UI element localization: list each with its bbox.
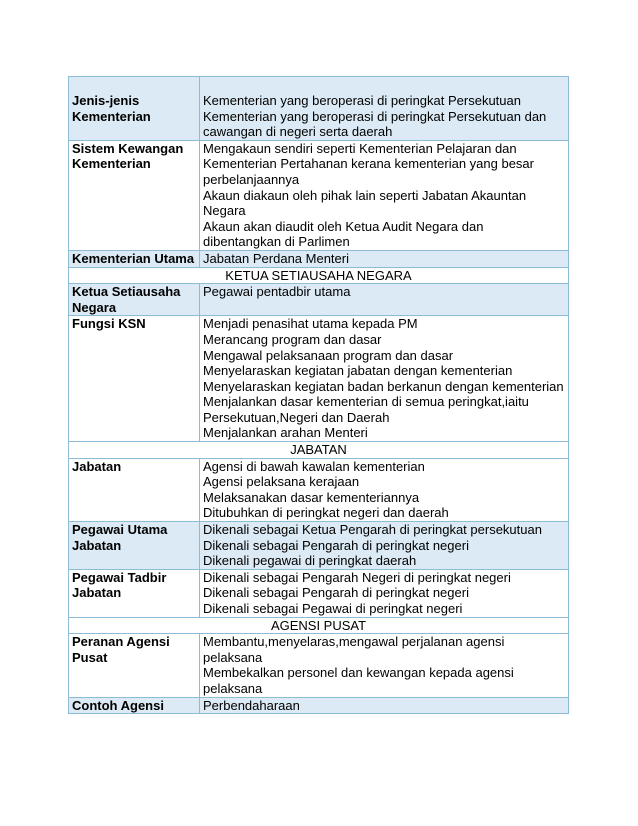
row-content	[200, 458, 569, 521]
table-row	[69, 284, 569, 316]
content-line: Merancang program dan dasar	[203, 331, 382, 347]
row-label: Contoh Agensi	[69, 697, 200, 714]
content-line: Membekalkan personel dan kewangan kepada agensi pelaksana	[203, 665, 514, 696]
table-row	[69, 697, 569, 714]
content-line: Ditubuhkan di peringkat negeri dan daerah	[203, 505, 449, 521]
section-heading: AGENSI PUSAT	[69, 617, 569, 634]
notes-table-body	[69, 77, 569, 714]
content-line: Menyelaraskan kegiatan jabatan dengan kementerian	[203, 363, 513, 379]
notes-table	[68, 76, 569, 714]
content-line: Agensi pelaksana kerajaan	[203, 474, 360, 490]
content-line: Menjadi penasihat utama kepada PM	[203, 316, 418, 332]
content-line: Agensi di bawah kawalan kementerian	[203, 458, 425, 474]
content-line: Mengakaun sendiri seperti Kementerian Pelajaran dan Kementerian Pertahanan kerana kementerian yang besar perbelanjaannya	[203, 140, 534, 187]
row-content	[200, 522, 569, 570]
table-row	[69, 77, 569, 141]
content-line: Dikenali pegawai di peringkat daerah	[203, 553, 417, 569]
row-label: Jenis-jenis Kementerian	[69, 77, 200, 141]
row-label: Jabatan	[69, 458, 200, 521]
row-content	[200, 140, 569, 250]
row-content	[200, 77, 569, 141]
row-content	[200, 316, 569, 442]
content-line: Perbendaharaan	[203, 697, 300, 713]
table-row	[69, 569, 569, 617]
section-heading-row	[69, 442, 569, 459]
content-line: Akaun akan diaudit oleh Ketua Audit Negara dan dibentangkan di Parlimen	[203, 218, 484, 250]
content-line: Dikenali sebagai Pengarah di peringkat negeri	[203, 585, 469, 601]
content-line: Menjalankan arahan Menteri	[203, 425, 368, 441]
row-content	[200, 284, 569, 316]
row-label: Sistem Kewangan Kementerian	[69, 140, 200, 250]
row-label: Kementerian Utama	[69, 250, 200, 267]
content-line: Pegawai pentadbir utama	[203, 284, 351, 300]
section-heading-row	[69, 267, 569, 284]
content-line: Kementerian yang beroperasi di peringkat Persekutuan dan cawangan di negeri serta daerah	[203, 108, 547, 140]
row-label: Ketua Setiausaha Negara	[69, 284, 200, 316]
content-line: Dikenali sebagai Ketua Pengarah di peringkat persekutuan	[203, 522, 542, 538]
content-line: Melaksanakan dasar kementeriannya	[203, 489, 420, 505]
row-label: Peranan Agensi Pusat	[69, 634, 200, 697]
row-content	[200, 634, 569, 697]
table-row	[69, 140, 569, 250]
section-heading: JABATAN	[69, 442, 569, 459]
row-content	[200, 250, 569, 267]
table-row	[69, 634, 569, 697]
table-row	[69, 250, 569, 267]
row-content	[200, 569, 569, 617]
table-row	[69, 458, 569, 521]
section-heading: KETUA SETIAUSAHA NEGARA	[69, 267, 569, 284]
content-line: Mengawal pelaksanaan program dan dasar	[203, 347, 454, 363]
table-row	[69, 316, 569, 442]
content-line: Dikenali sebagai Pengarah Negeri di peringkat negeri	[203, 569, 511, 585]
content-line: Kementerian yang beroperasi di peringkat Persekutuan	[203, 93, 521, 108]
content-line: Menyelaraskan kegiatan badan berkanun dengan kementerian	[203, 378, 564, 394]
section-heading-row	[69, 617, 569, 634]
content-line: Dikenali sebagai Pengarah di peringkat negeri	[203, 537, 469, 553]
table-row	[69, 522, 569, 570]
row-label: Pegawai Utama Jabatan	[69, 522, 200, 570]
content-line: Akaun diakaun oleh pihak lain seperti Jabatan Akauntan Negara	[203, 187, 527, 219]
row-label: Fungsi KSN	[69, 316, 200, 442]
content-line: Dikenali sebagai Pegawai di peringkat negeri	[203, 601, 463, 616]
content-line: Menjalankan dasar kementerian di semua peringkat,iaitu Persekutuan,Negeri dan Daerah	[203, 394, 529, 425]
content-line: Membantu,menyelaras,mengawal perjalanan agensi pelaksana	[203, 634, 505, 665]
content-line: Jabatan Perdana Menteri	[203, 250, 349, 266]
row-content	[200, 697, 569, 714]
row-label: Pegawai Tadbir Jabatan	[69, 569, 200, 617]
